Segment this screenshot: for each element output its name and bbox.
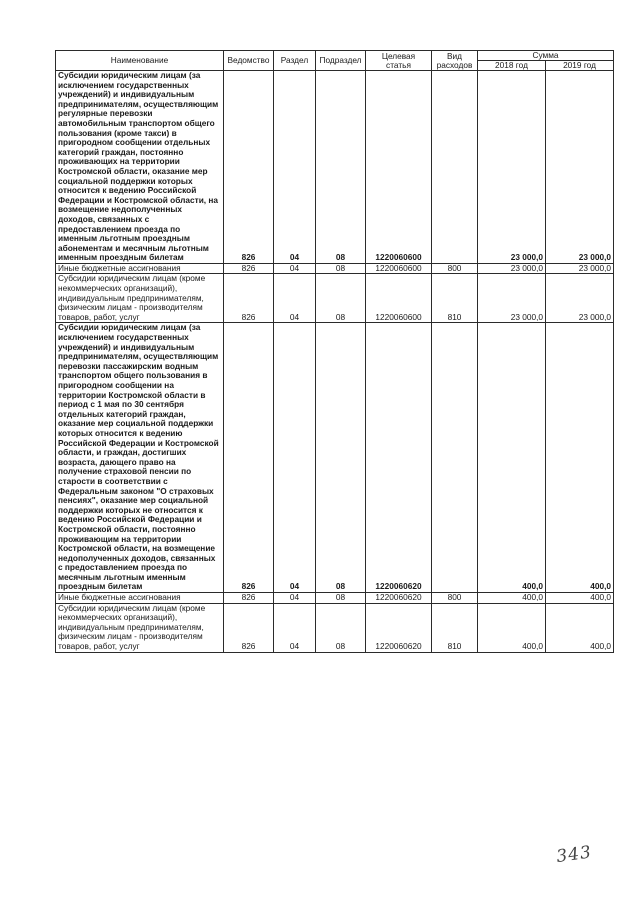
row-name: Субсидии юридическим лицам (кроме некоммерческих организаций), индивидуальным предпринимателям, физическим лицам - производителям товаров, работ, услуг	[56, 274, 224, 323]
budget-table	[55, 50, 614, 653]
row-sum-2018: 400,0	[478, 323, 546, 593]
row-sum-2018: 400,0	[478, 603, 546, 652]
header-vedomstvo: Ведомство	[224, 51, 274, 71]
row-podrazdel: 08	[316, 603, 366, 652]
row-name: Иные бюджетные ассигнования	[56, 593, 224, 604]
row-vid: 810	[432, 274, 478, 323]
row-razdel: 04	[274, 263, 316, 274]
row-vedomstvo: 826	[224, 603, 274, 652]
row-vedomstvo: 826	[224, 323, 274, 593]
row-podrazdel: 08	[316, 263, 366, 274]
header-razdel: Раздел	[274, 51, 316, 71]
header-celevaya-line2: статья	[386, 59, 411, 70]
table-row	[56, 274, 614, 323]
page-number-mark: 343	[555, 842, 594, 868]
row-vedomstvo: 826	[224, 263, 274, 274]
row-razdel: 04	[274, 323, 316, 593]
row-sum-2019: 23 000,0	[546, 71, 614, 264]
row-celevaya: 1220060600	[366, 71, 432, 264]
row-sum-2018: 23 000,0	[478, 71, 546, 264]
row-sum-2018: 23 000,0	[478, 263, 546, 274]
header-year-2018: 2018 год	[478, 61, 546, 71]
row-celevaya: 1220060620	[366, 593, 432, 604]
row-name: Субсидии юридическим лицам (за исключением государственных учреждений) и индивидуальным предпринимателям, осуществляющим перевозки пассажирским водным транспортом общего пользования в пригородном сообщении на территории Костромской области в период с 1 мая по 30 сентября отдельных категорий граждан, оказание мер социальной поддержки которых относится к ведению Российской Федерации и Костромской области, и граждан, достигших возраста, дающего право на получение страховой пенсии по старости в соответствии с Федеральным законом "О страховых пенсиях", оказание мер социальной поддержки которых не относится к ведению Российской Федерации и Костромской области, постоянно проживающим на территории Костромской области, на возмещение недополученных доходов, связанных с предоставлением проезда по месячным льготным именным проездным билетам	[56, 323, 224, 593]
row-vedomstvo: 826	[224, 274, 274, 323]
header-celevaya-line1: Целевая	[381, 50, 416, 61]
row-vid: 800	[432, 593, 478, 604]
row-vid: 800	[432, 263, 478, 274]
row-name: Субсидии юридическим лицам (кроме некоммерческих организаций), индивидуальным предпринимателям, физическим лицам - производителям товаров, работ, услуг	[56, 603, 224, 652]
row-celevaya: 1220060620	[366, 603, 432, 652]
row-vid	[432, 323, 478, 593]
row-celevaya: 1220060620	[366, 323, 432, 593]
row-celevaya: 1220060600	[366, 263, 432, 274]
row-vedomstvo: 826	[224, 71, 274, 264]
row-sum-2018: 400,0	[478, 593, 546, 604]
row-podrazdel: 08	[316, 593, 366, 604]
header-year-2019: 2019 год	[546, 61, 614, 71]
row-vid: 810	[432, 603, 478, 652]
header-podrazdel: Подраздел	[316, 51, 366, 71]
row-podrazdel: 08	[316, 274, 366, 323]
table-row	[56, 263, 614, 274]
row-sum-2019: 23 000,0	[546, 263, 614, 274]
header-summa: Сумма	[478, 51, 614, 61]
row-razdel: 04	[274, 593, 316, 604]
header-celevaya-statya	[366, 51, 432, 71]
row-celevaya: 1220060600	[366, 274, 432, 323]
row-razdel: 04	[274, 603, 316, 652]
row-name: Иные бюджетные ассигнования	[56, 263, 224, 274]
row-vedomstvo: 826	[224, 593, 274, 604]
header-vid-line1: Вид	[446, 50, 462, 61]
header-name: Наименование	[56, 51, 224, 71]
row-sum-2019: 23 000,0	[546, 274, 614, 323]
table-row	[56, 323, 614, 593]
row-vid	[432, 71, 478, 264]
row-razdel: 04	[274, 274, 316, 323]
row-razdel: 04	[274, 71, 316, 264]
header-vid-line2: расходов	[436, 59, 473, 70]
row-podrazdel: 08	[316, 323, 366, 593]
table-row	[56, 593, 614, 604]
row-sum-2018: 23 000,0	[478, 274, 546, 323]
row-sum-2019: 400,0	[546, 593, 614, 604]
table-row	[56, 603, 614, 652]
table-row	[56, 71, 614, 264]
header-vid-rashodov	[432, 51, 478, 71]
row-sum-2019: 400,0	[546, 323, 614, 593]
row-name: Субсидии юридическим лицам (за исключением государственных учреждений) и индивидуальным предпринимателям, осуществляющим регулярные перевозки автомобильным транспортом общего пользования (кроме такси) в пригородном сообщении отдельных категорий граждан, постоянно проживающих на территории Костромской области, оказание мер социальной поддержки которых относится к ведению Российской Федерации и Костромской области, на возмещение недополученных доходов, связанных с предоставлением проезда по именным льготным проездным абонементам и месячным льготным именным проездным билетам	[56, 71, 224, 264]
row-sum-2019: 400,0	[546, 603, 614, 652]
row-podrazdel: 08	[316, 71, 366, 264]
